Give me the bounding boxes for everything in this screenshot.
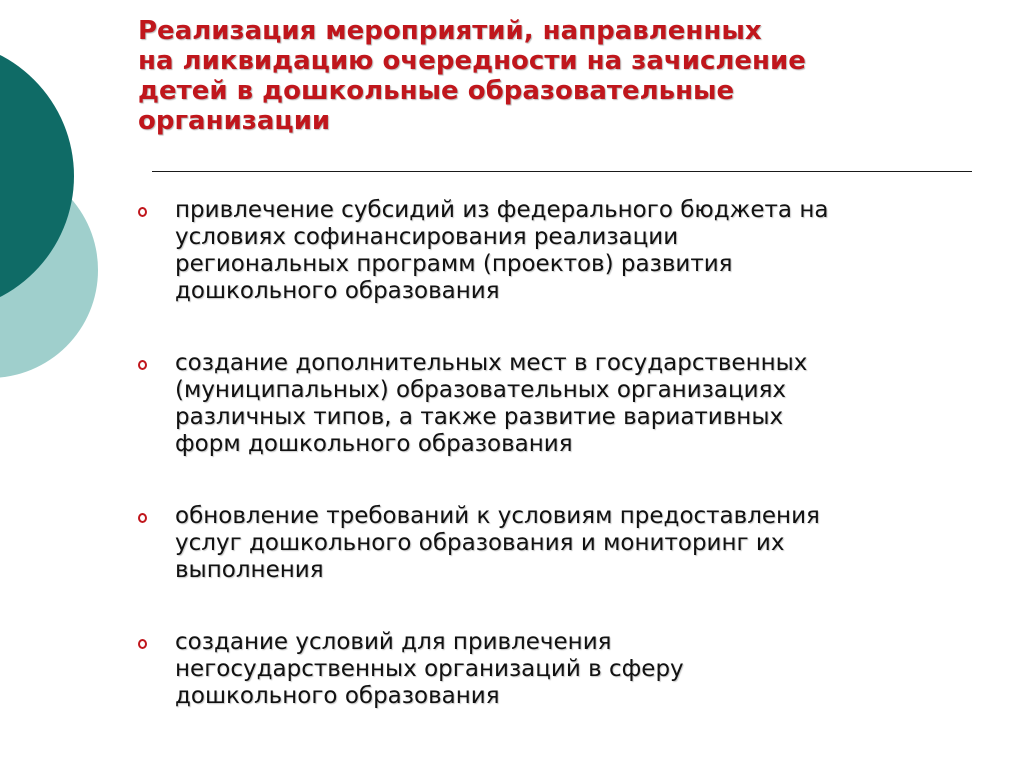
circle-bullet-icon — [138, 639, 147, 649]
bullet-text-line: негосударственных организаций в сферу — [175, 656, 684, 682]
decorative-circles — [0, 0, 110, 420]
bullet-text-line: различных типов, а также развитие вариативных — [175, 404, 784, 430]
bullet-text-line: форм дошкольного образования — [175, 431, 573, 457]
title-line: организации — [138, 106, 331, 136]
bullet-text-line: выполнения — [175, 557, 324, 583]
bullet-list — [130, 197, 990, 710]
bullet-text-line: (муниципальных) образовательных организациях — [175, 377, 787, 403]
title-line: Реализация мероприятий, направленных — [138, 16, 762, 46]
bullet-text-line: услуг дошкольного образования и мониторинг их — [175, 530, 785, 556]
bullet-text-line: создание условий для привлечения — [175, 629, 612, 655]
slide-title — [138, 16, 958, 136]
bullet-text-line: региональных программ (проектов) развития — [175, 251, 733, 277]
bullet-item — [130, 197, 990, 305]
title-divider — [152, 171, 972, 172]
bullet-item — [130, 629, 990, 710]
bullet-text-line: дошкольного образования — [175, 683, 500, 709]
bullet-text-line: создание дополнительных мест в государственных — [175, 350, 808, 376]
title-line: детей в дошкольные образовательные — [138, 76, 735, 106]
title-line: на ликвидацию очередности на зачисление — [138, 46, 806, 76]
bullet-item — [130, 503, 990, 584]
circle-bullet-icon — [138, 513, 147, 523]
bullet-text-line: обновление требований к условиям предоставления — [175, 503, 820, 529]
bullet-item — [130, 350, 990, 458]
bullet-text-line: привлечение субсидий из федерального бюджета на — [175, 197, 829, 223]
bullet-text-line: дошкольного образования — [175, 278, 500, 304]
circle-bullet-icon — [138, 360, 147, 370]
circle-bullet-icon — [138, 207, 147, 217]
bullet-text-line: условиях софинансирования реализации — [175, 224, 679, 250]
